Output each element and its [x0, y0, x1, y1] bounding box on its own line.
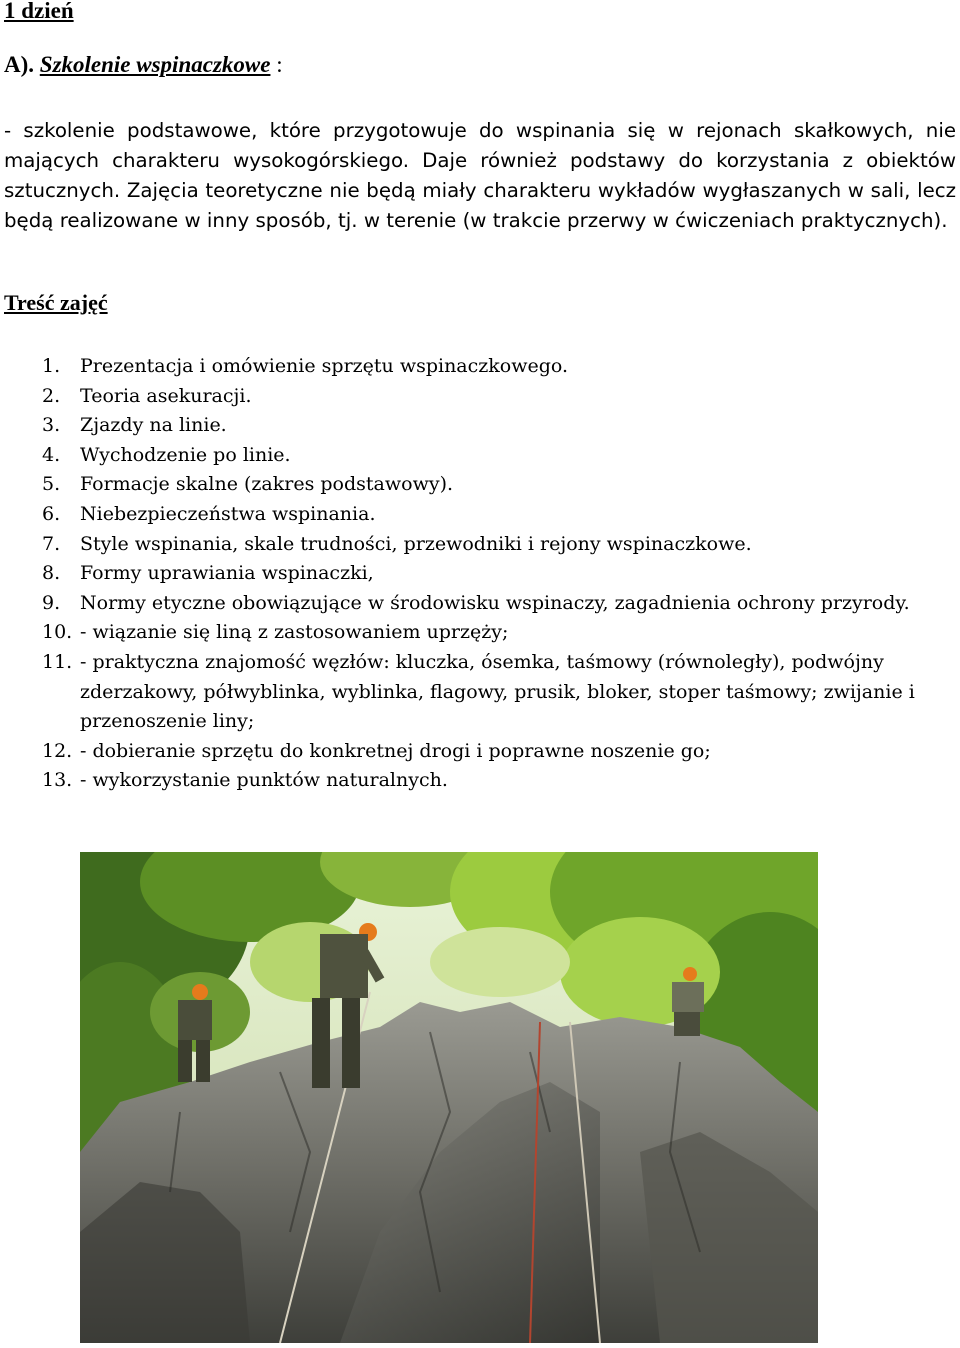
section-suffix: : [270, 52, 283, 77]
list-item-text: Formy uprawiania wspinaczki, [80, 562, 374, 585]
list-item [4, 618, 944, 648]
list-item-number: 13. [42, 769, 73, 792]
list-item-text: Niebezpieczeństwa wspinania. [80, 502, 376, 525]
list-item-text: Zjazdy na linie. [80, 414, 227, 437]
list-item-text: Style wspinania, skale trudności, przewodniki i rejony wspinaczkowe. [80, 532, 752, 555]
list-item-text: - praktyczna znajomość węzłów: kluczka, ósemka, taśmowy (równoległy), podwójny zderzakowy, półwyblinka, wyblinka, flagowy, prusik, bloker, stoper taśmowy; zwijanie i przenoszenie liny; [80, 650, 915, 733]
list-item-number: 8. [42, 562, 61, 585]
list-item-text: Formacje skalne (zakres podstawowy). [80, 473, 454, 496]
topics-list [4, 352, 944, 796]
list-item-number: 2. [42, 384, 61, 407]
list-item [4, 737, 944, 767]
list-item [4, 411, 944, 441]
content-heading: Treść zajęć [4, 290, 108, 315]
list-item [4, 530, 944, 560]
list-item [4, 559, 944, 589]
section-title: Szkolenie wspinaczkowe [39, 52, 271, 77]
list-item [4, 500, 944, 530]
list-item [4, 766, 944, 796]
section-prefix: A). [4, 52, 35, 77]
climbing-photo [80, 852, 818, 1343]
list-item-number: 4. [42, 443, 61, 466]
list-item-text: - wykorzystanie punktów naturalnych. [80, 769, 448, 792]
list-item-number: 11. [42, 650, 73, 673]
list-item [4, 470, 944, 500]
list-item-text: Normy etyczne obowiązujące w środowisku wspinaczy, zagadnienia ochrony przyrody. [80, 591, 910, 614]
list-item [4, 352, 944, 382]
list-item-text: Prezentacja i omówienie sprzętu wspinaczkowego. [80, 355, 569, 377]
list-item-number: 9. [42, 591, 61, 614]
list-item-number: 3. [42, 414, 61, 437]
list-item-number: 6. [42, 502, 61, 525]
list-item [4, 589, 944, 619]
list-item-number: 12. [42, 739, 73, 762]
list-item-number: 5. [42, 473, 61, 496]
list-item-text: - wiązanie się liną z zastosowaniem uprzęży; [80, 621, 509, 644]
section-heading [4, 52, 283, 78]
list-item [4, 441, 944, 471]
list-item [4, 648, 944, 737]
list-item-number: 1. [42, 355, 61, 377]
list-item-number: 7. [42, 532, 61, 555]
intro-paragraph: - szkolenie podstawowe, które przygotowuje do wspinania się w rejonach skałkowych, nie mających charakteru wysokogórskiego. Daje również podstawy do korzystania z obiektów sztucznych. Zajęcia teoretyczne nie będą miały charakteru wykładów wygłaszanych w sali, lecz będą realizowane w inny sposób, tj. w terenie (w trakcie przerwy w ćwiczeniach praktycznych). [4, 119, 956, 232]
list-item [4, 382, 944, 412]
list-item-text: Wychodzenie po linie. [80, 443, 291, 466]
list-item-number: 10. [42, 621, 73, 644]
day-heading: 1 dzień [4, 0, 74, 23]
list-item-text: - dobieranie sprzętu do konkretnej drogi i poprawne noszenie go; [80, 739, 711, 762]
list-item-text: Teoria asekuracji. [80, 384, 252, 407]
